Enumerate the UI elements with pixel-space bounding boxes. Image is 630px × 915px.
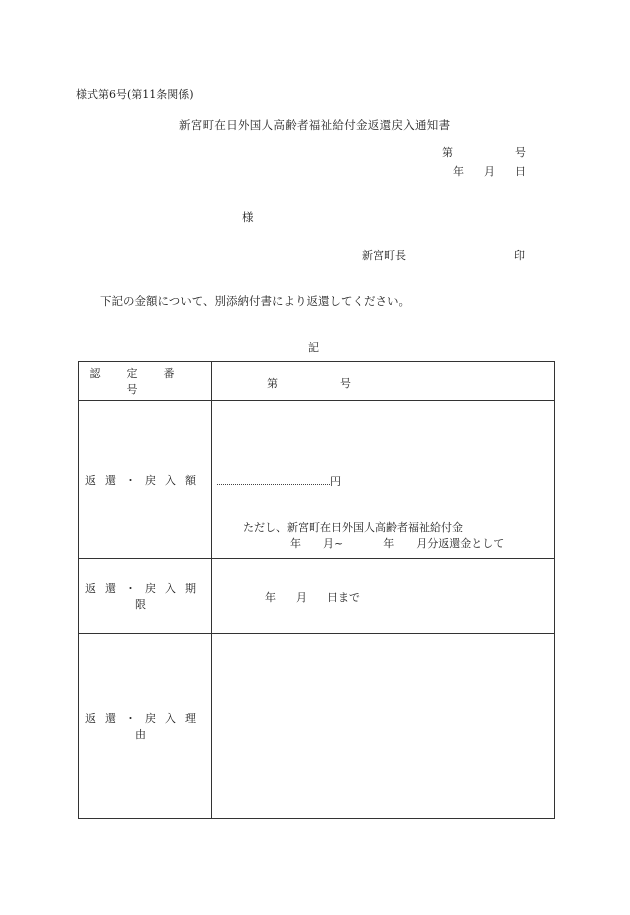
certification-number-text [267,375,351,391]
document-date-line [453,163,526,179]
table-row-certification-number [79,362,555,401]
row-label-refund-reason: 返還・戻入理由 [79,634,212,819]
table-row-refund-deadline [79,559,555,634]
cert-suffix: 号 [340,377,351,390]
refund-reason-field[interactable] [212,634,555,819]
notice-table [78,361,555,819]
instruction-text: 下記の金額について、別添納付書により返還してください。 [100,294,411,308]
ki-heading: 記 [308,341,319,354]
row-label-certification-number: 認定番号 [79,362,212,401]
form-number: 様式第6号(第11条関係) [76,88,194,101]
row-label-refund-deadline: 返還・戻入期限 [79,559,212,634]
deadline-text: 年 月 日まで [265,591,360,604]
date-year: 年 [453,165,464,178]
table-row-refund-reason [79,634,555,819]
amount-note-2: 年 月~ 年 月分返還金として [290,537,505,550]
amount-line [217,473,341,489]
document-number-line [442,144,526,160]
number-prefix: 第 [442,146,453,159]
amount-dotted-line [217,475,330,485]
date-day: 日 [515,165,526,178]
refund-deadline-field[interactable] [212,559,555,634]
certification-number-field[interactable] [212,362,555,401]
row-label-refund-amount: 返還・戻入額 [79,401,212,559]
table-row-refund-amount [79,401,555,559]
cert-prefix: 第 [267,377,278,390]
refund-amount-field[interactable] [212,401,555,559]
yen-label: 円 [330,475,341,488]
seal-mark: 印 [514,249,525,262]
addressee-suffix: 様 [242,210,254,224]
document-title: 新宮町在日外国人高齢者福祉給付金返還戻入通知書 [179,118,451,132]
amount-note-1: ただし、新宮町在日外国人高齢者福祉給付金 [243,521,463,534]
date-month: 月 [484,165,495,178]
issuer-name: 新宮町長 [362,249,406,262]
number-suffix: 号 [515,146,526,159]
